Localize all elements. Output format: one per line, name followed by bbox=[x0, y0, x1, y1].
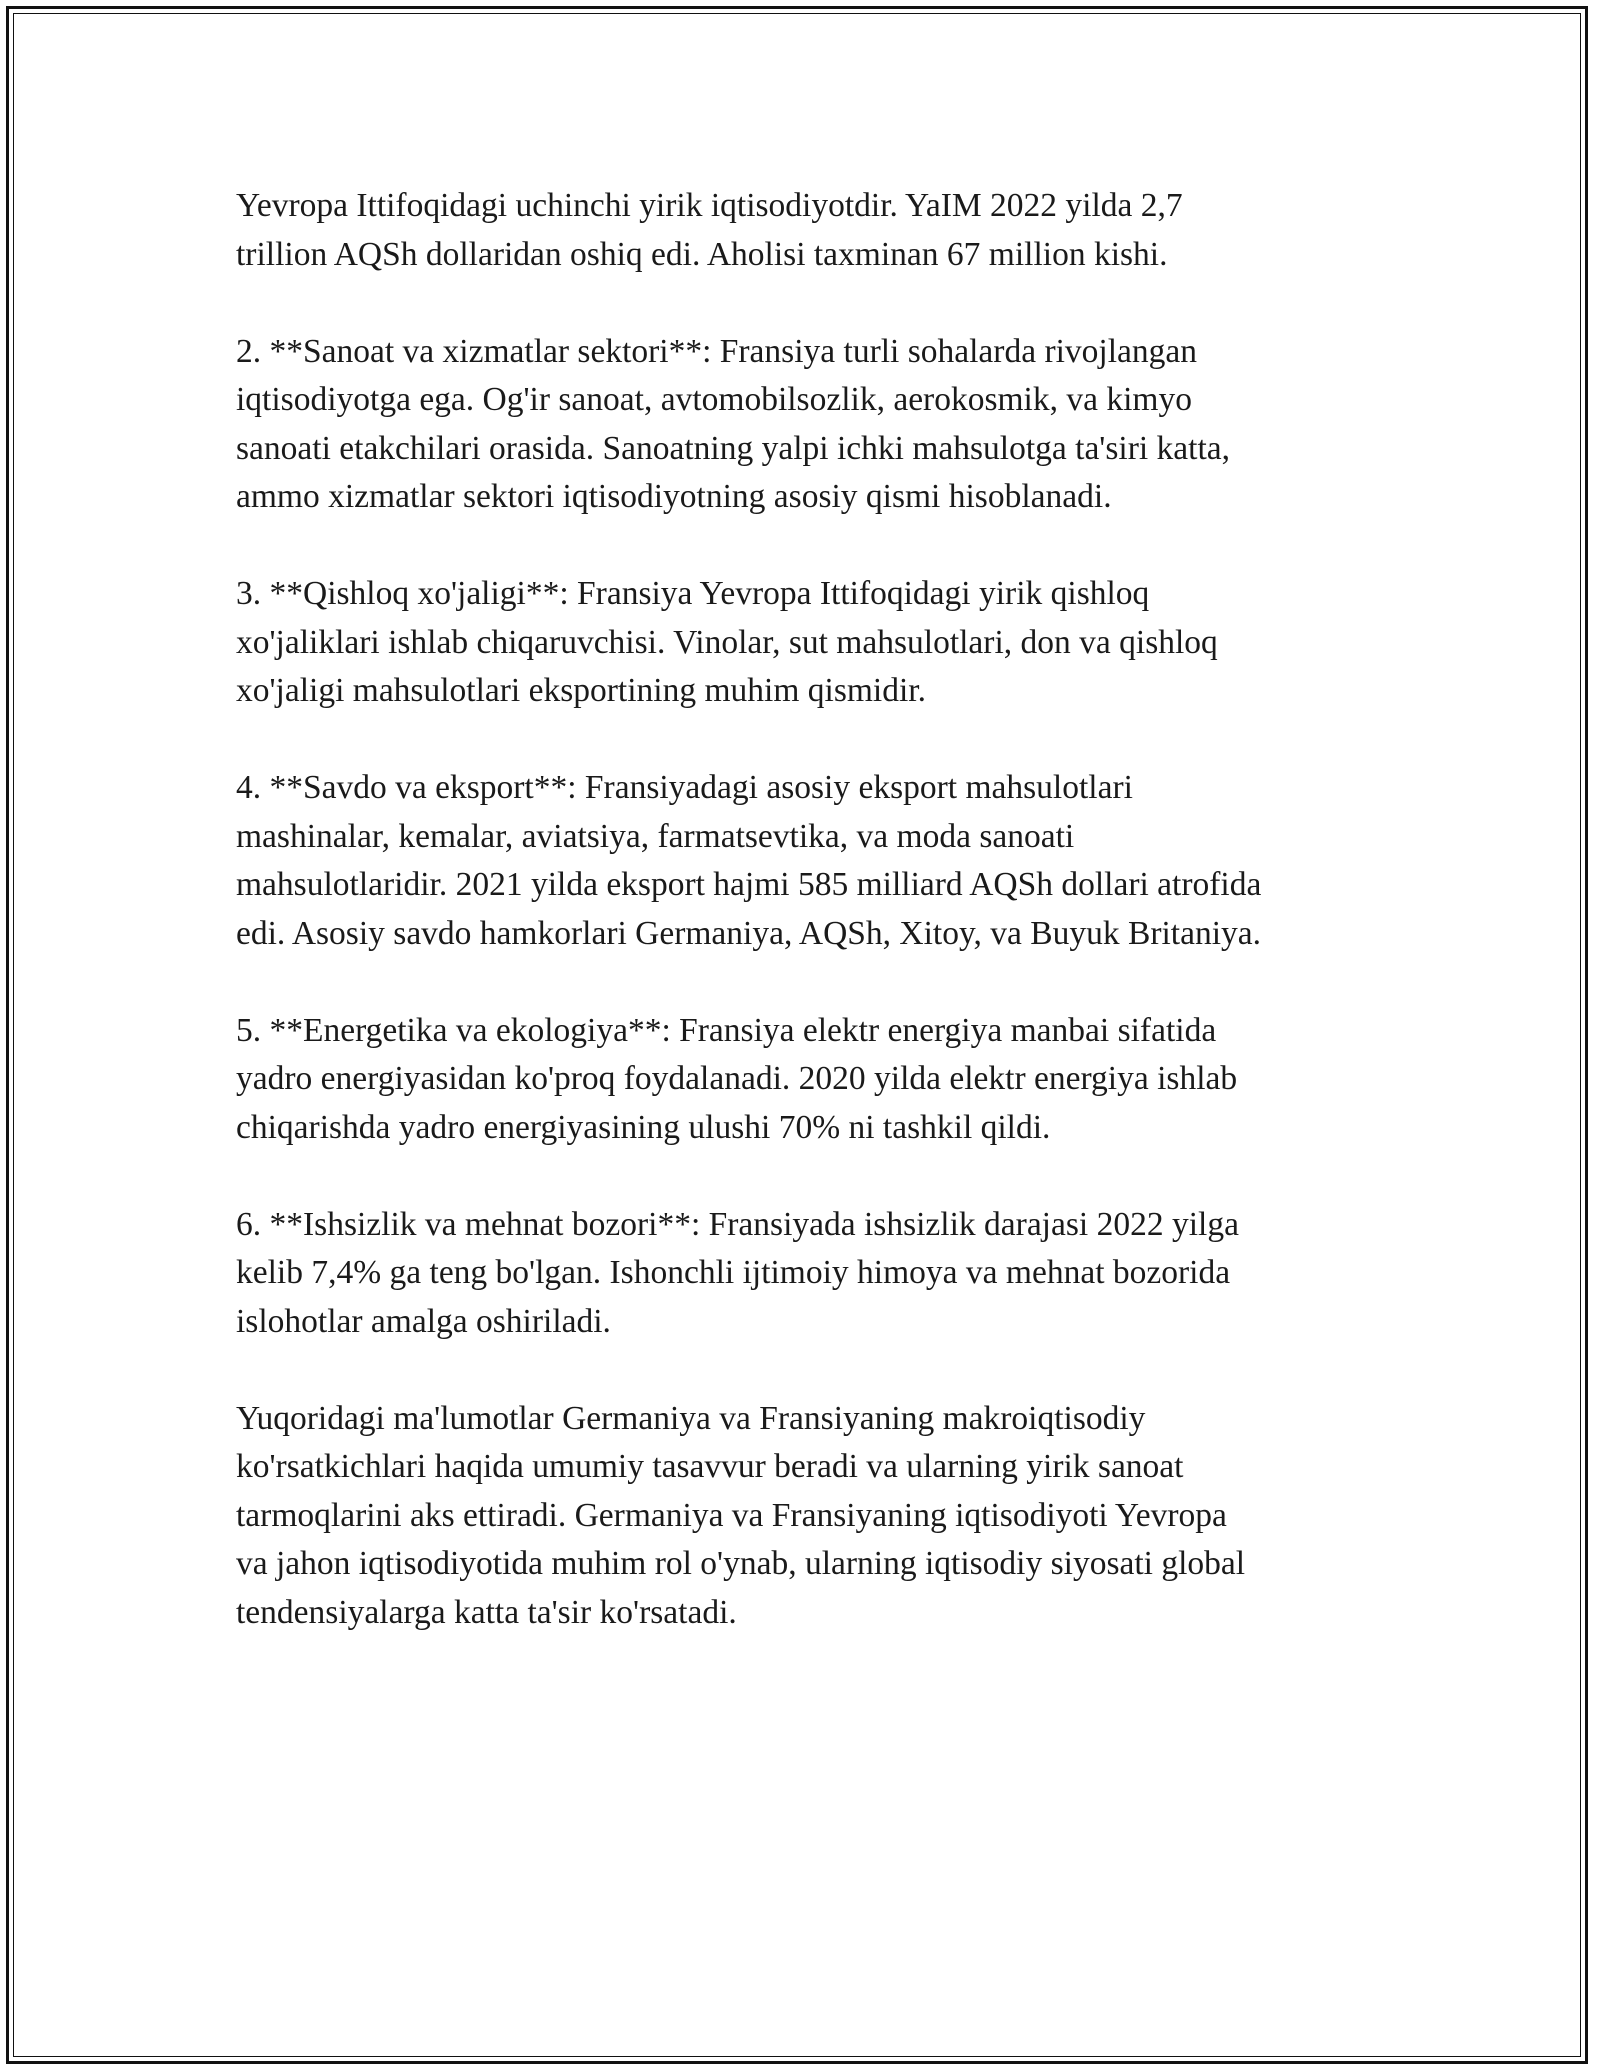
text-line: Yevropa Ittifoqidagi uchinchi yirik iqtisodiyotdir. YaIM 2022 yilda 2,7 bbox=[236, 187, 1183, 224]
text-line: 6. **Ishsizlik va mehnat bozori**: Fransiyada ishsizlik darajasi 2022 yilga bbox=[236, 1205, 1239, 1243]
text-line: xo'jaliklari ishlab chiqaruvchisi. Vinolar, sut mahsulotlari, don va qishloq bbox=[236, 623, 1218, 661]
text-line: 4. **Savdo va eksport**: Fransiyadagi asosiy eksport mahsulotlari bbox=[236, 769, 1133, 806]
text-line: sanoati etakchilari orasida. Sanoatning yalpi ichki mahsulotga ta'siri katta, bbox=[236, 429, 1231, 467]
text-line: ammo xizmatlar sektori iqtisodiyotning asosiy qismi hisoblanadi. bbox=[236, 478, 1112, 515]
text-line: mahsulotlaridir. 2021 yilda eksport hajmi 585 milliard AQSh dollari atrofida bbox=[236, 866, 1262, 903]
text-line: ko'rsatkichlari haqida umumiy tasavvur beradi va ularning yirik sanoat bbox=[236, 1448, 1184, 1485]
text-line: tarmoqlarini aks ettiradi. Germaniya va Fransiyaning iqtisodiyoti Yevropa bbox=[236, 1496, 1227, 1534]
paragraph-intro bbox=[236, 182, 1386, 279]
paragraph-unemployment bbox=[236, 1201, 1386, 1347]
text-line: iqtisodiyotga ega. Og'ir sanoat, avtomobilsozlik, aerokosmik, va kimyo bbox=[236, 381, 1192, 418]
text-line: va jahon iqtisodiyotida muhim rol o'ynab, ularning iqtisodiy siyosati global bbox=[236, 1545, 1246, 1582]
text-line: Yuqoridagi ma'lumotlar Germaniya va Fransiyaning makroiqtisodiy bbox=[236, 1399, 1146, 1437]
text-line: yadro energiyasidan ko'proq foydalanadi. 2020 yilda elektr energiya ishlab bbox=[236, 1060, 1238, 1097]
text-line: trillion AQSh dollaridan oshiq edi. Aholisi taxminan 67 million kishi. bbox=[236, 235, 1168, 273]
paragraph-agriculture bbox=[236, 570, 1386, 716]
text-line: chiqarishda yadro energiyasining ulushi 70% ni tashkil qildi. bbox=[236, 1108, 1051, 1146]
text-line: 5. **Energetika va ekologiya**: Fransiya elektr energiya manbai sifatida bbox=[236, 1011, 1217, 1049]
text-line: mashinalar, kemalar, aviatsiya, farmatsevtika, va moda sanoati bbox=[236, 817, 1075, 855]
text-line: xo'jaligi mahsulotlari eksportining muhim qismidir. bbox=[236, 672, 926, 709]
text-line: 2. **Sanoat va xizmatlar sektori**: Fransiya turli sohalarda rivojlangan bbox=[236, 332, 1198, 370]
text-line: tendensiyalarga katta ta'sir ko'rsatadi. bbox=[236, 1593, 737, 1631]
paragraph-energy-ecology bbox=[236, 1007, 1386, 1153]
text-line: islohotlar amalga oshiriladi. bbox=[236, 1302, 611, 1340]
paragraph-conclusion bbox=[236, 1395, 1386, 1638]
text-line: kelib 7,4% ga teng bo'lgan. Ishonchli ijtimoiy himoya va mehnat bozorida bbox=[236, 1254, 1231, 1291]
text-line: edi. Asosiy savdo hamkorlari Germaniya, AQSh, Xitoy, va Buyuk Britaniya. bbox=[236, 914, 1262, 952]
text-line: 3. **Qishloq xo'jaligi**: Fransiya Yevropa Ittifoqidagi yirik qishloq bbox=[236, 575, 1150, 612]
paragraph-trade-export bbox=[236, 764, 1386, 958]
paragraph-industry-services bbox=[236, 328, 1386, 522]
document-body bbox=[236, 182, 1386, 1686]
